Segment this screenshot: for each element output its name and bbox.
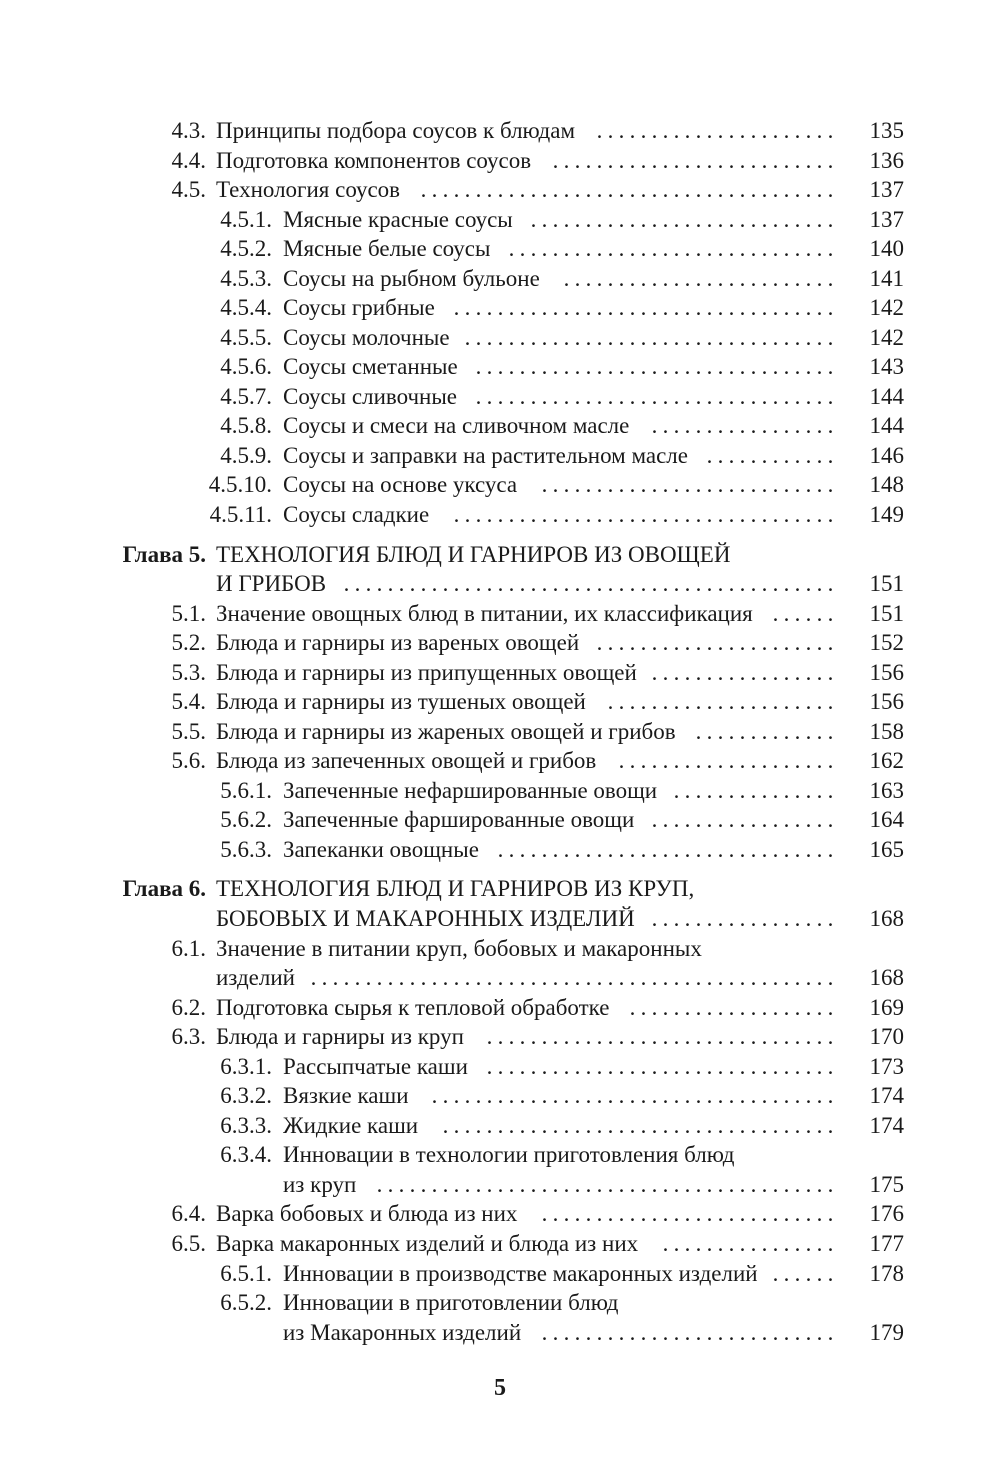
toc-entry[interactable]: [0, 1052, 1000, 1082]
page-ref: 137: [869, 177, 904, 202]
chapter-number: Глава 6.: [122, 876, 206, 901]
toc-entry[interactable]: [0, 1288, 1000, 1318]
dot-leader: . . . . . . . . . . . . . . . . . . . . . . . . . . .: [541, 1320, 834, 1345]
section-title: ТЕХНОЛОГИЯ БЛЮД И ГАРНИРОВ ИЗ КРУП,: [216, 876, 695, 901]
toc-entry[interactable]: [0, 175, 1000, 205]
section-number: 5.5.: [171, 719, 206, 744]
section-number: 6.4.: [171, 1201, 206, 1226]
dot-leader: . . . . . . . . . . . . . . . . . . . . . .: [596, 118, 834, 143]
toc-entry[interactable]: [0, 1022, 1000, 1052]
section-title: ТЕХНОЛОГИЯ БЛЮД И ГАРНИРОВ ИЗ ОВОЩЕЙ: [216, 542, 731, 567]
toc-entry[interactable]: [0, 411, 1000, 441]
page-number: 5: [494, 1375, 506, 1401]
section-number: 5.6.3.: [220, 837, 272, 862]
section-number: 6.3.4.: [220, 1142, 272, 1167]
toc-entry[interactable]: [0, 205, 1000, 235]
section-title: Блюда из запеченных овощей и грибов: [216, 748, 597, 773]
section-title: Соусы и заправки на растительном масле: [283, 443, 688, 468]
dot-leader: . . . . . . . . . . . . . . . . . . . . . . . . . . .: [541, 1201, 834, 1226]
section-number: 4.5.3.: [220, 266, 272, 291]
page-ref: 142: [869, 325, 904, 350]
toc-entry[interactable]: [0, 658, 1000, 688]
section-title: Соусы сливочные: [283, 384, 458, 409]
dot-leader: . . . . . . . . . . . . . . . . . . . . . . . . . . . . . . . . . . .: [453, 502, 834, 527]
page-ref: 179: [869, 1320, 904, 1345]
section-number: 4.5.7.: [220, 384, 272, 409]
page-ref: 178: [869, 1261, 904, 1286]
toc-entry[interactable]: [0, 264, 1000, 294]
section-title: Инновации в производстве макаронных изделий: [283, 1261, 758, 1286]
page-ref: 165: [869, 837, 904, 862]
section-number: 5.2.: [171, 630, 206, 655]
dot-leader: . . . . . . . . . . . . . . . . . . . . . . . . . . . . . . . . . . . . . . . . . . . . . . . .: [310, 965, 834, 990]
page-ref: 173: [869, 1054, 904, 1079]
dot-leader: . . . . . . . . . . . . . . . . . . . . . . . . . . . . . .: [508, 236, 834, 261]
dot-leader: . . . . . . . . . . . . . . . . . . .: [629, 995, 834, 1020]
page-ref: 136: [869, 148, 904, 173]
toc-entry[interactable]: [0, 874, 1000, 904]
dot-leader: . . . . . . . . . . . . . . . . .: [651, 413, 834, 438]
section-number: 4.5.9.: [220, 443, 272, 468]
section-number: 4.5.5.: [220, 325, 272, 350]
page-ref: 151: [869, 601, 904, 626]
dot-leader: . . . . . . . . . . . . . . . . . . . . . . . . . . . . . . . . . . . . . . . . . . . . .: [343, 571, 834, 596]
toc-entry[interactable]: [0, 687, 1000, 717]
section-number: 4.5.11.: [209, 502, 272, 527]
toc-entry[interactable]: [0, 1170, 1000, 1200]
toc-entry[interactable]: [0, 934, 1000, 964]
dot-leader: . . . . . . . . . . . .: [706, 443, 834, 468]
dot-leader: . . . . . . . . . . . . . . . . . . . .: [618, 748, 834, 773]
section-title: Соусы и смеси на сливочном масле: [283, 413, 630, 438]
toc-entry[interactable]: [0, 1199, 1000, 1229]
toc-entry[interactable]: [0, 904, 1000, 934]
section-title: Соусы на рыбном бульоне: [283, 266, 540, 291]
toc-entry[interactable]: [0, 540, 1000, 570]
page-ref: 176: [869, 1201, 904, 1226]
page-ref: 163: [869, 778, 904, 803]
toc-entry[interactable]: [0, 599, 1000, 629]
section-title: Мясные белые соусы: [283, 236, 491, 261]
toc-entry[interactable]: [0, 569, 1000, 599]
section-number: 4.5.8.: [220, 413, 272, 438]
dot-leader: . . . . . . . . . . . . . . . . . . . . . . . . . . . . . . . .: [486, 1054, 834, 1079]
section-number: 6.3.1.: [220, 1054, 272, 1079]
section-title: Значение в питании круп, бобовых и макаронных: [216, 936, 702, 961]
dot-leader: . . . . . . . . . . . . . . . . . . . . . . . . . . . . . . .: [497, 837, 834, 862]
section-number: 4.5.: [171, 177, 206, 202]
section-number: 4.5.4.: [220, 295, 272, 320]
page-ref: 148: [869, 472, 904, 497]
section-title: Запеченные фаршированные овощи: [283, 807, 635, 832]
page-ref: 162: [869, 748, 904, 773]
page-ref: 177: [869, 1231, 904, 1256]
section-title: Соусы сметанные: [283, 354, 458, 379]
section-title: Соусы грибные: [283, 295, 435, 320]
toc-entry[interactable]: [0, 628, 1000, 658]
page-ref: 156: [869, 660, 904, 685]
dot-leader: . . . . . . . . . . . . . . . . . . . . . . . . . . . . . . . . . . . . .: [431, 1083, 834, 1108]
toc-entry[interactable]: [0, 717, 1000, 747]
page-ref: 152: [869, 630, 904, 655]
toc-entry[interactable]: [0, 441, 1000, 471]
page-ref: 137: [869, 207, 904, 232]
section-number: 6.1.: [171, 936, 206, 961]
section-title: Жидкие каши: [283, 1113, 419, 1138]
section-number: 6.5.: [171, 1231, 206, 1256]
section-title: Мясные красные соусы: [283, 207, 513, 232]
dot-leader: . . . . . .: [772, 1261, 834, 1286]
dot-leader: . . . . . . . . . . . . . . . . .: [651, 660, 834, 685]
dot-leader: . . . . . . . . . . . . . . . . . . . . .: [607, 689, 834, 714]
dot-leader: . . . . . . . . . . . . . . . . . . . . . . . . . .: [552, 148, 834, 173]
section-title: БОБОВЫХ И МАКАРОННЫХ ИЗДЕЛИЙ: [216, 906, 635, 931]
section-number: 4.4.: [171, 148, 206, 173]
toc-entry[interactable]: [0, 1318, 1000, 1348]
page-ref: 175: [869, 1172, 904, 1197]
section-title: Запеченные нефаршированные овощи: [283, 778, 658, 803]
section-title: из Макаронных изделий: [283, 1320, 522, 1345]
section-number: 6.3.: [171, 1024, 206, 1049]
page-ref: 170: [869, 1024, 904, 1049]
section-title: Блюда и гарниры из жареных овощей и грибов: [216, 719, 676, 744]
section-number: 5.6.1.: [220, 778, 272, 803]
page-ref: 168: [869, 906, 904, 931]
toc-entry[interactable]: [0, 293, 1000, 323]
page-ref: 156: [869, 689, 904, 714]
dot-leader: . . . . . . . . . . . . . . .: [673, 778, 834, 803]
section-number: 6.3.2.: [220, 1083, 272, 1108]
toc-entry[interactable]: [0, 835, 1000, 865]
dot-leader: . . . . . .: [772, 601, 834, 626]
dot-leader: . . . . . . . . . . . . . . . . . . . . . . . . . . . . . . . . . . . . . . . . . .: [376, 1172, 834, 1197]
page-ref: 168: [869, 965, 904, 990]
dot-leader: . . . . . . . . . . . . . . . . . . . . . . . . . . .: [541, 472, 834, 497]
page-ref: 141: [869, 266, 904, 291]
section-title: Значение овощных блюд в питании, их классификация: [216, 601, 753, 626]
dot-leader: . . . . . . . . . . . . . . . . . . . . . . . . . . . . . . . . . . . .: [442, 1113, 834, 1138]
page-ref: 146: [869, 443, 904, 468]
section-number: 4.5.10.: [208, 472, 272, 497]
section-title: Инновации в технологии приготовления блюд: [283, 1142, 735, 1167]
page-ref: 158: [869, 719, 904, 744]
dot-leader: . . . . . . . . . . . . . . . . .: [651, 906, 834, 931]
section-title: Вязкие каши: [283, 1083, 409, 1108]
section-title: Блюда и гарниры из тушеных овощей: [216, 689, 586, 714]
section-title: Принципы подбора соусов к блюдам: [216, 118, 576, 143]
section-number: 6.5.1.: [220, 1261, 272, 1286]
section-number: 4.3.: [171, 118, 206, 143]
section-title: Соусы молочные: [283, 325, 450, 350]
section-title: Блюда и гарниры из вареных овощей: [216, 630, 580, 655]
section-title: И ГРИБОВ: [216, 571, 327, 596]
section-number: 5.6.2.: [220, 807, 272, 832]
dot-leader: . . . . . . . . . . . . . . . . . . . . . . . . . . . . . . . . . . .: [453, 295, 834, 320]
page-ref: 143: [869, 354, 904, 379]
section-number: 5.6.: [171, 748, 206, 773]
dot-leader: . . . . . . . . . . . . . . . . .: [651, 807, 834, 832]
section-title: Рассыпчатые каши: [283, 1054, 468, 1079]
page-ref: 149: [869, 502, 904, 527]
dot-leader: . . . . . . . . . . . . . . . . . . . . . . . . . . . . . . . .: [486, 1024, 834, 1049]
toc-entry[interactable]: [0, 1111, 1000, 1141]
section-title: Инновации в приготовлении блюд: [283, 1290, 619, 1315]
section-number: 5.3.: [171, 660, 206, 685]
section-number: 5.1.: [171, 601, 206, 626]
section-number: 6.5.2.: [220, 1290, 272, 1315]
section-title: Подготовка сырья к тепловой обработке: [216, 995, 610, 1020]
chapter-number: Глава 5.: [122, 542, 206, 567]
toc-entry[interactable]: [0, 1229, 1000, 1259]
toc-entry[interactable]: [0, 234, 1000, 264]
toc-entry[interactable]: [0, 993, 1000, 1023]
page-ref: 140: [869, 236, 904, 261]
toc-entry[interactable]: [0, 352, 1000, 382]
page-ref: 174: [869, 1083, 904, 1108]
toc-entry[interactable]: [0, 1259, 1000, 1289]
section-title: изделий: [216, 965, 295, 990]
section-title: Варка макаронных изделий и блюда из них: [216, 1231, 639, 1256]
page-ref: 144: [869, 413, 904, 438]
page-ref: 151: [869, 571, 904, 596]
toc-entry[interactable]: [0, 805, 1000, 835]
page-ref: 144: [869, 384, 904, 409]
section-number: 5.4.: [171, 689, 206, 714]
dot-leader: . . . . . . . . . . . . . . . .: [662, 1231, 834, 1256]
toc-entry[interactable]: [0, 1140, 1000, 1170]
dot-leader: . . . . . . . . . . . . . . . . . . . . . . . . . . . . . . . . . . . . . .: [420, 177, 834, 202]
page-ref: 135: [869, 118, 904, 143]
section-title: Соусы на основе уксуса: [283, 472, 518, 497]
toc-entry[interactable]: [0, 382, 1000, 412]
section-title: из круп: [283, 1172, 357, 1197]
dot-leader: . . . . . . . . . . . . . . . . . . . . . . . . . . . .: [530, 207, 834, 232]
section-title: Технология соусов: [216, 177, 401, 202]
toc-entry[interactable]: [0, 323, 1000, 353]
section-number: 4.5.1.: [220, 207, 272, 232]
toc-entry[interactable]: [0, 146, 1000, 176]
section-number: 4.5.2.: [220, 236, 272, 261]
toc-entry[interactable]: [0, 116, 1000, 146]
dot-leader: . . . . . . . . . . . . . . . . . . . . . .: [596, 630, 834, 655]
dot-leader: . . . . . . . . . . . . .: [695, 719, 834, 744]
section-number: 6.2.: [171, 995, 206, 1020]
section-title: Соусы сладкие: [283, 502, 430, 527]
section-title: Запеканки овощные: [283, 837, 479, 862]
dot-leader: . . . . . . . . . . . . . . . . . . . . . . . . . . . . . . . . .: [475, 354, 834, 379]
section-title: Блюда и гарниры из припущенных овощей: [216, 660, 637, 685]
toc-entry[interactable]: [0, 963, 1000, 993]
toc-entry[interactable]: [0, 776, 1000, 806]
section-title: Блюда и гарниры из круп: [216, 1024, 464, 1049]
page-ref: 174: [869, 1113, 904, 1138]
toc-entry[interactable]: [0, 746, 1000, 776]
page-ref: 169: [869, 995, 904, 1020]
section-number: 6.3.3.: [220, 1113, 272, 1138]
toc-entry[interactable]: [0, 470, 1000, 500]
section-title: Подготовка компонентов соусов: [216, 148, 532, 173]
dot-leader: . . . . . . . . . . . . . . . . . . . . . . . . . . . . . . . . .: [475, 384, 834, 409]
page-ref: 142: [869, 295, 904, 320]
toc-entry[interactable]: [0, 500, 1000, 530]
toc-entry[interactable]: [0, 1081, 1000, 1111]
section-number: 4.5.6.: [220, 354, 272, 379]
section-title: Варка бобовых и блюда из них: [216, 1201, 518, 1226]
dot-leader: . . . . . . . . . . . . . . . . . . . . . . . . .: [563, 266, 834, 291]
dot-leader: . . . . . . . . . . . . . . . . . . . . . . . . . . . . . . . . . .: [464, 325, 834, 350]
page-ref: 164: [869, 807, 904, 832]
